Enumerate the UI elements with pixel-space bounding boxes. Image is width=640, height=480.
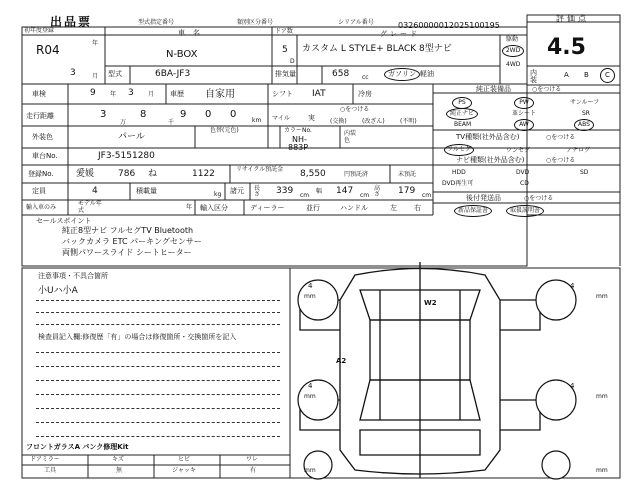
after-manual: 取扱説明書 [506,205,544,217]
load-label: 積載量 [136,187,157,195]
after-warranty: 新品保証書 [454,205,492,217]
equip-beam: BEAM [454,121,472,128]
tv-title: TV種類(社外品含む) [456,133,520,141]
navi-hdd: HDD [452,169,466,176]
mileage-digit-4: 0 [205,109,212,120]
equip-leather: 革シート [512,110,537,117]
opt-ware: ワレ [246,456,259,463]
car-name-label: 車名 [178,29,208,37]
plate-region: 愛媛 [76,169,95,179]
tv-mark: ○をつける [546,134,576,141]
mileage-digit-3: 9 [180,109,187,120]
import-label: 輸入車のみ [26,204,57,211]
recycle-value: 8,550 [300,169,326,179]
capacity-label: 定員 [32,187,46,195]
tire-rl: 4 [308,382,313,390]
import-kubun-label: 輸入区分 [200,204,228,212]
reg-year-unit: 年 [92,40,99,47]
sales-point-line-2: バックカメラ ETC パーキングセンサー [62,237,202,246]
meter-note-fumei: (不明) [400,118,417,125]
color-value: パール [118,132,145,142]
chassis-label: 車台No. [32,152,58,160]
opt-jack: ジャッキ [172,467,196,474]
opt-jack-val: 有 [250,467,257,474]
navi-dvd-play: DVD再生可 [442,180,474,187]
import-handle: ハンドル [340,204,368,212]
sheet-title: 出品票 [50,15,93,29]
equip-sr: SR [582,110,590,117]
height-label: 高さ [374,185,381,198]
equip-ps: PS [452,97,472,109]
doors-label: ドア数 [275,28,293,35]
drive-label: 駆動 [506,36,519,43]
mileage-km: km [252,117,262,124]
opt-tools: 工具 [44,467,57,474]
shift-label: シフト [272,90,293,98]
dim-label: 諸元 [230,187,244,195]
grade-label: グレード [380,30,420,38]
reg-label: 初年度登録 [24,27,55,34]
hyoka-label: 評価点 [556,14,589,23]
tire-fl: 4 [308,282,313,290]
reg-month-unit: 月 [92,73,99,80]
inspection-year: 9 [90,88,96,98]
after-mark: ○をつける [524,195,554,202]
car-name: N-BOX [166,49,198,60]
meter-note-koukan: (交換) [330,118,347,125]
height-value: 179 [398,186,416,196]
haiki-value: 658 [332,69,350,79]
import-parallel: 並行 [306,204,320,212]
plate-label: 登録No. [28,170,54,178]
equip-navi: 純正ナビ [446,108,478,120]
plate-class: 786 [118,169,136,179]
meter-label: マイル [272,115,290,122]
mileage-label: 走行距離 [26,112,54,120]
tv-oneseg: ワンセグ [506,147,531,154]
tire-fr: 4 [570,282,575,290]
cc-unit: cc [362,74,369,81]
equip-sunroof: サンルーフ [570,99,600,106]
color-code-label: カラーNo. [284,127,312,134]
mileage-digit-2: 8 [140,109,147,120]
width-label: 幅 [316,188,323,195]
mileage-digit-5: 0 [230,109,237,120]
equip-abs: ABS [574,119,594,131]
model-year-unit: 年 [186,204,193,211]
kata-shitei-label: 型式指定番号 [138,19,175,26]
tv-analog: アナログ [566,147,591,154]
color-change-label: 色替(元色) [210,127,239,134]
inspection-month: 3 [128,88,134,98]
length-label: 長さ [254,185,261,198]
inspection-label: 車検 [32,90,46,98]
sales-point-label: セールスポイント [36,217,92,225]
recycle-unit: 円預託済 [344,171,369,178]
length-cm: cm [300,192,310,199]
interior-grade-b: B [584,71,589,79]
plate-number: 1122 [192,169,215,179]
mark-a2: A2 [336,357,347,365]
drive-2wd: 2WD [502,45,524,57]
serial-label: シリアル番号 [338,19,374,26]
recycle-label: リサイクル預託金 [236,166,284,173]
use-value: 自家用 [205,89,235,100]
interior-grade-a: A [564,71,569,79]
opt-hibi: ヒビ [178,456,191,463]
import-right: 右 [414,204,421,212]
color-code: NH- [292,135,307,144]
import-dealer: ディーラー [250,204,285,212]
meter-mark-label: ○をつける [340,106,370,113]
opt-mirror: ドアミラー [30,456,60,463]
navi-sd: SD [580,169,589,176]
navi-mark: ○をつける [546,157,576,164]
fuel-diesel: 軽油 [420,70,434,78]
length-value: 339 [276,186,294,196]
tire-fr-mm: mm [596,293,608,300]
load-kg: kg [214,191,222,198]
spare-r-mm: mm [596,467,608,474]
capacity-value: 4 [92,186,98,196]
sales-point-line-3: 両側パワースライド シートヒーター [62,248,192,257]
opt-kizu: キズ [112,456,124,463]
equip-pw: PW [514,97,534,109]
mileage-unit-sen: 千 [168,119,175,126]
mark-w2: W2 [424,299,437,307]
windshield-text: フロントガラスA バンク修理Kit [26,443,129,451]
opt-tools-val: 無 [116,467,123,474]
tire-rr-mm: mm [596,393,608,400]
width-cm: cm [360,192,370,199]
drive-4wd: 4WD [506,61,521,68]
meter-note-kaizan: (改ざん) [362,118,385,125]
notes-label: 注意事項・不具合箇所 [38,272,108,280]
recycle-note: 未預託 [398,171,417,178]
use-label: 車歴 [170,90,184,98]
tire-rl-mm: mm [304,393,316,400]
width-value: 147 [336,186,354,196]
katashiki-label: 型式 [108,70,122,78]
interior-color-label: 内装色 [344,130,357,144]
meter-option-jitsu: 実 [308,114,315,122]
equipment-title: 純正装備品 [476,85,511,93]
inspector-label: 検査員記入欄:修復歴「有」の場合は修復箇所・交換箇所を記入 [38,333,237,341]
sales-point-line-1: 純正8型ナビ フルセグTV Bluetooth [62,226,194,235]
interior-grade-label: 内装 [530,69,537,84]
equip-aw: AW [514,119,534,131]
notes-value: 小Uハ小A [38,286,78,296]
tire-rr: 4 [570,382,575,390]
reg-month: 3 [70,68,76,78]
chassis-value: JF3-5151280 [98,151,155,161]
color-label: 外装色 [32,133,53,141]
navi-cd: CD [520,180,529,187]
doors-value: 5 [282,45,288,55]
reg-era: R04 [36,43,60,57]
ruibetsu-label: 類別区分番号 [237,19,274,26]
grade-value: カスタム L STYLE+ BLACK 8型ナビ [302,44,452,54]
katashiki-value: 6BA-JF3 [155,69,191,79]
height-cm: cm [422,192,432,199]
cooler-label: 冷房 [358,90,372,98]
navi-title: ナビ種類(社外品含む) [456,156,525,164]
color-code-2: 883P [288,143,309,152]
plate-kana: ね [148,169,158,179]
inspection-month-unit: 月 [148,91,155,98]
import-left: 左 [390,204,397,212]
mileage-unit-man: 万 [120,119,127,126]
navi-dvd: DVD [516,169,530,176]
interior-grade-c: C [600,68,615,83]
equipment-mark: ○をつける [532,86,562,93]
tv-fullseg: フルセグ [444,144,474,156]
spare-l-mm: mm [304,467,316,474]
door-code: D [290,58,295,65]
shift-value: IAT [312,89,326,99]
model-year-label: モデル年式 [78,200,102,214]
serial-value: 03260000012025100195 [398,21,500,30]
haiki-label: 排気量 [275,70,296,78]
fuel-gasoline: ガソリン [384,68,420,81]
mileage-digit-1: 3 [100,109,107,120]
inspection-year-unit: 年 [110,91,117,98]
tire-fl-mm: mm [304,293,316,300]
after-title: 後付発送品 [466,194,501,202]
score-value: 4.5 [547,35,586,60]
